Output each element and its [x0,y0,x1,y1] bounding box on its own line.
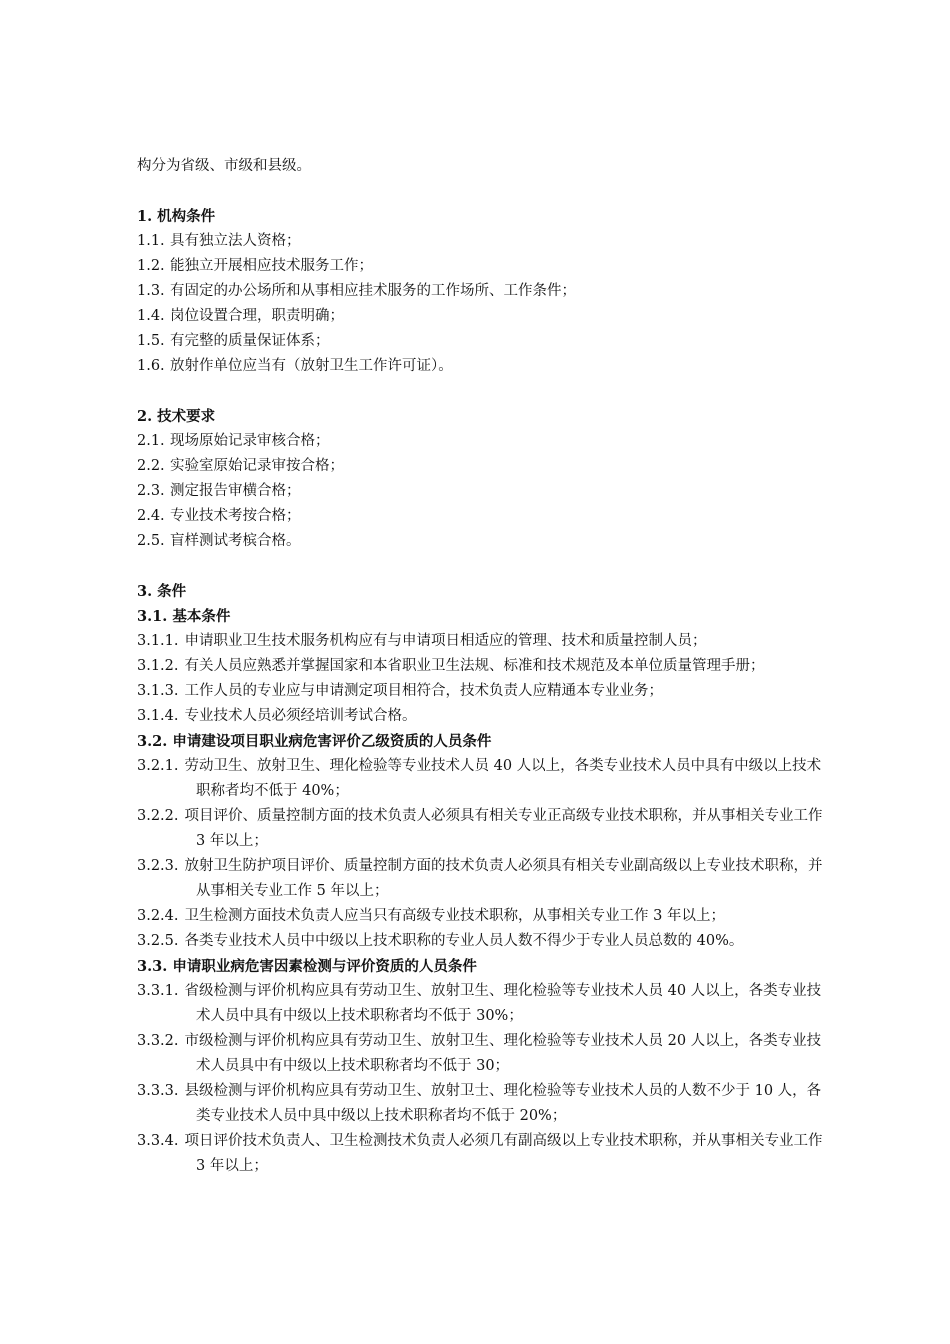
item-text: 申请职业卫生技术服务机构应有与申请项日相适应的管理、技术和质量控制人员； [184,633,707,649]
item-number: 2.3. [137,483,165,499]
list-item [137,279,827,304]
item-text: 县级检测与评价机构应具有劳动卫生、放射卫士、理化检验等专业技术人员的人数不少于 10 人，各类专业技术人员中具中级以上技术职称者均不低于 20%； [184,1083,822,1124]
list-item [137,1079,827,1129]
item-number: 1.5. [137,333,165,349]
item-text: 专业技术人员必须经培训考试合格。 [184,708,417,724]
subsection-3-3-heading: 3.3. 申请职业病危害因素检测与评价资质的人员条件 [137,958,477,975]
item-text: 具有独立法人资格； [170,233,301,249]
item-number: 1.2. [137,258,165,274]
section-2-heading: 2. 技术要求 [137,408,216,425]
item-number: 1.4. [137,308,165,324]
item-number: 3.2.2. [137,808,179,824]
item-text: 专业技术考按合格； [170,508,301,524]
item-text: 岗位设置合理，职责明确； [170,308,344,324]
list-item [137,1129,827,1179]
subsection-3-3-list [137,979,827,1179]
spacer [137,554,827,579]
item-text: 省级检测与评价机构应具有劳动卫生、放射卫生、理化检验等专业技术人员 40 人以上，各类专业技术人员中具有中级以上技术职称者均不低于 30%； [184,983,822,1024]
list-item [137,804,827,854]
section-1-heading: 1. 机构条件 [137,208,216,225]
item-number: 3.3.2. [137,1033,179,1049]
list-item [137,304,827,329]
intro-line: 构分为省级、市级和县级。 [137,158,311,174]
item-text: 项目评价、质量控制方面的技术负责人必须具有相关专业正高级专业技术职称，并从事相关专业工作 3 年以上； [184,808,823,849]
section-3-heading: 3. 条件 [137,583,187,600]
subsection-3-1-heading: 3.1. 基本条件 [137,608,231,625]
item-number: 3.3.4. [137,1133,179,1149]
item-text: 能独立开展相应技术服务工作； [170,258,373,274]
item-text: 劳动卫生、放射卫生、理化检验等专业技术人员 40 人以上，各类专业技术人员中具有中级以上技术职称者均不低于 40%； [184,758,822,799]
item-number: 3.2.1. [137,758,179,774]
list-item [137,904,827,929]
list-item [137,429,827,454]
subsection-3-2-heading: 3.2. 申请建设项目职业病危害评价乙级资质的人员条件 [137,733,492,750]
item-number: 3.2.4. [137,908,179,924]
item-text: 测定报告审横合格； [170,483,301,499]
subsection-3-1-list [137,629,827,729]
list-item [137,979,827,1029]
item-text: 放射作单位应当有（放射卫生工作许可证）。 [170,358,453,374]
list-item [137,854,827,904]
item-text: 有关人员应熟悉并掌握国家和本省职业卫生法规、标准和技术规范及本单位质量管理手册； [184,658,765,674]
item-text: 市级检测与评价机构应具有劳动卫生、放射卫生、理化检验等专业技术人员 20 人以上，各类专业技术人员具中有中级以上技术职称者均不低于 30； [184,1033,822,1074]
list-item [137,454,827,479]
list-item [137,654,827,679]
item-number: 1.3. [137,283,165,299]
item-number: 3.1.3. [137,683,179,699]
list-item [137,479,827,504]
item-text: 卫生检测方面技术负责人应当只有高级专业技术职称，从事相关专业工作 3 年以上； [184,908,725,924]
list-item [137,704,827,729]
item-number: 3.1.2. [137,658,179,674]
item-number: 3.1.4. [137,708,179,724]
item-text: 盲样测试考槟合格。 [170,533,301,549]
item-text: 有固定的办公场所和从事相应挂术服务的工作场所、工作条件； [170,283,576,299]
item-number: 3.2.5. [137,933,179,949]
spacer [137,179,827,204]
list-item [137,679,827,704]
item-number: 3.3.3. [137,1083,179,1099]
item-text: 放射卫生防护项目评价、质量控制方面的技术负责人必须具有相关专业副高级以上专业技术职称，并从事相关专业工作 5 年以上； [184,858,823,899]
item-text: 现场原始记录审核合格； [170,433,330,449]
list-item [137,504,827,529]
list-item [137,254,827,279]
item-number: 2.2. [137,458,165,474]
list-item [137,354,827,379]
item-text: 有完整的质量保证体系； [170,333,330,349]
item-number: 1.6. [137,358,165,374]
item-number: 1.1. [137,233,165,249]
item-number: 3.2.3. [137,858,179,874]
list-item [137,754,827,804]
item-number: 3.3.1. [137,983,179,999]
item-text: 工作人员的专业应与申请测定项目相符合，技术负责人应精通本专业业务； [184,683,664,699]
item-number: 2.4. [137,508,165,524]
list-item [137,629,827,654]
item-number: 3.1.1. [137,633,179,649]
section-1-list [137,229,827,379]
item-text: 各类专业技术人员中中级以上技术职称的专业人员人数不得少于专业人员总数的 40%。 [184,933,744,949]
subsection-3-2-list [137,754,827,954]
list-item [137,229,827,254]
document-body [137,154,827,1179]
list-item [137,329,827,354]
item-text: 项日评价技术负责人、卫生检测技术负责人必须几有副高级以上专业技术职称，并从事相关专业工作 3 年以上； [184,1133,823,1174]
item-text: 实验室原始记录审按合格； [170,458,344,474]
item-number: 2.5. [137,533,165,549]
list-item [137,529,827,554]
list-item [137,929,827,954]
list-item [137,1029,827,1079]
spacer [137,379,827,404]
item-number: 2.1. [137,433,165,449]
section-2-list [137,429,827,554]
